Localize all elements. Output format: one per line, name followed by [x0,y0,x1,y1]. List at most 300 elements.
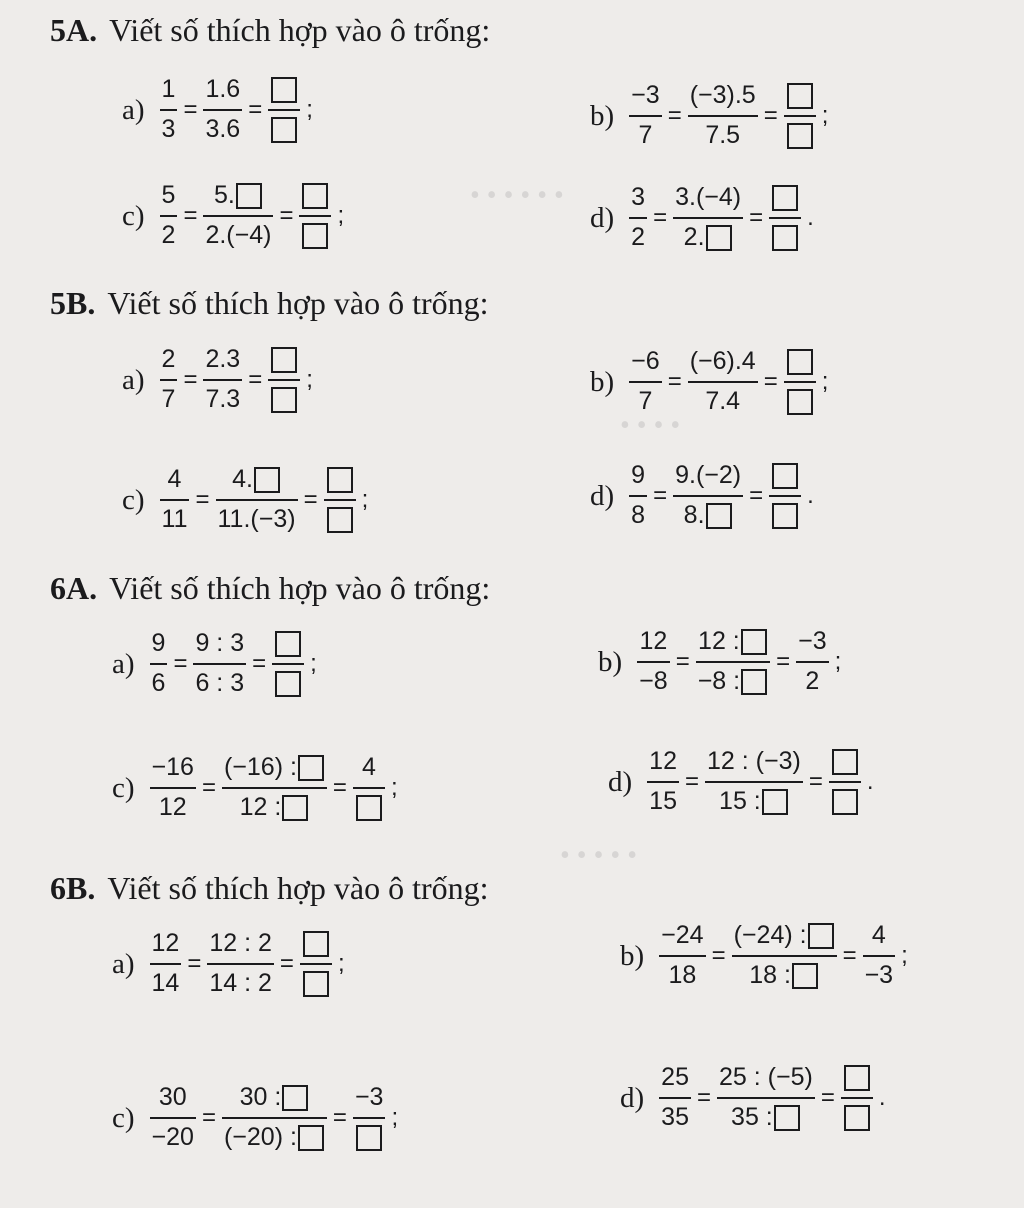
fraction-bar [216,499,298,501]
fraction-bar [160,499,190,501]
fraction-bar [784,115,816,117]
fraction-bar [203,109,242,111]
fraction [644,746,682,818]
math-text: 25 [661,1063,689,1092]
fraction [685,80,761,152]
fraction-bar [222,787,327,789]
blank-answer-box [303,931,329,957]
fraction [626,460,650,532]
blank-answer-box [774,1105,800,1131]
fraction [321,464,359,536]
fraction-bar [717,1097,815,1099]
end-punctuation: . [866,768,874,795]
bleed-through-text: • • • • [620,410,681,441]
numerator [732,920,837,952]
math-text: 12 [649,747,677,776]
fraction [157,464,193,536]
numerator [222,752,327,784]
section-instruction: Viết số thích hợp vào ô trống: [109,570,491,606]
denominator [150,668,168,700]
blank-answer-box [282,1085,308,1111]
problem-5b-b [590,346,828,418]
numerator [841,1062,873,1094]
fraction-bar [705,781,803,783]
fraction-bar [647,781,679,783]
math-text: −3 [354,1083,384,1112]
fraction-bar [696,661,770,663]
fraction [781,80,819,152]
problem-label: a) [112,947,135,980]
equals-sign: = [183,202,198,229]
fraction [213,464,301,536]
numerator [784,346,816,378]
blank-answer-box [275,631,301,657]
fraction [714,1062,818,1134]
math-text: 6 : 3 [195,669,245,698]
math-text: 2 [805,667,820,696]
numerator [300,928,332,960]
math-text: 3.(−4) [675,183,742,212]
equals-sign: = [808,768,823,795]
fraction [190,628,249,700]
equals-sign: = [248,96,263,123]
fraction-bar [784,381,816,383]
section-instruction: Viết số thích hợp vào ô trống: [107,285,489,321]
fraction-bar [299,215,331,217]
equals-sign: = [252,650,267,677]
fraction-bar [160,215,178,217]
numerator [150,928,182,960]
math-text: 12 : [239,793,282,822]
fraction-bar [673,495,743,497]
equals-sign: = [684,768,699,795]
numerator [160,74,178,106]
blank-answer-box [787,83,813,109]
numerator [659,1062,691,1094]
fraction [656,1062,694,1134]
fraction [157,344,181,416]
section-number: 6A. [50,570,98,606]
problem-6b-a [112,928,345,1000]
numerator [353,1082,386,1114]
numerator [150,628,168,660]
blank-answer-box [298,755,324,781]
problem-5a-a [122,74,313,146]
end-punctuation: ; [306,96,313,123]
equals-sign: = [763,368,778,395]
fraction [157,180,181,252]
denominator [803,666,821,698]
equals-sign: = [195,486,210,513]
math-text: 11 [161,505,188,534]
numerator [629,460,647,492]
blank-answer-box [298,1125,324,1151]
fraction-bar [769,495,801,497]
problem-6b-c [112,1082,398,1154]
blank-answer-box [772,225,798,251]
problem-label: d) [608,765,633,798]
fraction-bar [193,663,246,665]
numerator [360,752,378,784]
fraction-bar [160,379,178,381]
denominator [666,960,698,992]
problem-5b-c [122,464,368,536]
fraction [626,346,665,418]
numerator [160,344,178,376]
fraction-bar [150,663,168,665]
equals-sign: = [201,774,216,801]
fraction-bar [629,115,662,117]
numerator [629,80,662,112]
equals-sign: = [667,102,682,129]
section-5a-title [50,12,490,49]
blank-answer-box [254,467,280,493]
fraction [693,626,773,698]
denominator [268,114,300,146]
math-text: 7 [638,387,653,416]
fraction-bar [659,955,705,957]
math-text: −6 [631,347,660,376]
equals-sign: = [763,102,778,129]
fraction-bar [629,495,647,497]
fraction-bar [268,379,300,381]
denominator [160,114,178,146]
fraction-bar [203,215,273,217]
denominator [636,386,654,418]
fraction [147,628,171,700]
math-text: −24 [661,921,704,950]
fraction [265,344,303,416]
denominator [160,384,178,416]
end-punctuation: ; [821,102,829,129]
problem-label: a) [112,647,135,680]
denominator [636,120,654,152]
denominator [272,668,304,700]
denominator [203,220,273,252]
math-text: 30 [158,1083,187,1112]
numerator [638,626,670,658]
numerator [230,464,283,496]
equals-sign: = [279,950,294,977]
fraction [219,752,330,824]
math-text: 8. [683,501,705,530]
fraction-bar [688,381,758,383]
fraction-bar [769,217,801,219]
math-text: 5 [161,181,176,210]
section-instruction: Viết số thích hợp vào ô trống: [109,12,491,48]
fraction [670,460,746,532]
denominator [193,668,246,700]
problem-label: d) [590,201,615,234]
denominator [841,1102,873,1134]
fraction [269,628,307,700]
fraction [219,1082,330,1154]
equals-sign: = [332,1104,347,1131]
numerator [696,626,770,658]
blank-answer-box [772,185,798,211]
denominator [207,968,274,1000]
denominator [747,960,821,992]
fraction-bar [629,217,647,219]
section-number: 5B. [50,285,96,321]
numerator [166,464,184,496]
blank-answer-box [236,183,262,209]
blank-answer-box [302,183,328,209]
fraction-bar [688,115,758,117]
fraction [204,928,277,1000]
fraction-bar [150,787,196,789]
numerator [193,628,246,660]
math-text: 12 [151,929,180,958]
fraction [157,74,181,146]
problem-label: c) [122,199,145,232]
equals-sign: = [653,482,668,509]
denominator [353,792,385,824]
equals-sign: = [675,648,690,675]
math-text: 18 : [749,961,791,990]
numerator [769,182,801,214]
fraction [147,928,185,1000]
numerator [238,1082,312,1114]
problem-label: b) [598,645,623,678]
math-text: 9 [631,461,646,490]
denominator [703,120,742,152]
numerator [688,80,758,112]
equals-sign: = [332,774,347,801]
end-punctuation: ; [390,774,398,801]
end-punctuation: ; [310,650,317,677]
fraction [656,920,708,992]
blank-answer-box [762,789,788,815]
denominator [703,386,742,418]
fraction [296,180,334,252]
blank-answer-box [844,1065,870,1091]
end-punctuation: ; [306,366,313,393]
fraction [826,746,864,818]
numerator [647,746,679,778]
denominator [729,1102,803,1134]
fraction [200,344,245,416]
blank-answer-box [327,507,353,533]
math-text: 14 : 2 [209,969,272,998]
math-text: 11.(−3) [217,505,296,534]
end-punctuation: ; [337,950,345,977]
problem-5a-c [122,180,344,252]
blank-answer-box [772,463,798,489]
math-text: 3.6 [205,115,241,144]
math-text: 12 [158,793,187,822]
math-text: 15 [649,787,677,816]
end-punctuation: . [807,204,814,231]
blank-answer-box [706,225,732,251]
denominator [682,500,735,532]
equals-sign: = [820,1084,835,1111]
equals-sign: = [749,204,764,231]
math-text: (−3).5 [689,81,756,110]
problem-label: c) [112,771,135,804]
denominator [150,1122,196,1154]
math-text: 12 : [698,627,740,656]
section-6b-title [50,870,489,907]
math-text: 9 [151,629,166,658]
fraction [200,180,276,252]
end-punctuation: ; [901,942,908,969]
numerator [207,928,274,960]
equals-sign: = [201,1104,216,1131]
fraction [350,752,388,824]
blank-answer-box [706,503,732,529]
problem-label: b) [590,99,615,132]
fraction [626,80,665,152]
math-text: 2 [161,221,176,250]
section-instruction: Viết số thích hợp vào ô trống: [107,870,489,906]
fraction-bar [150,1117,196,1119]
fraction [685,346,761,418]
math-text: 2. [683,223,705,252]
section-number: 5A. [50,12,98,48]
equals-sign: = [667,368,682,395]
problem-5b-a [122,344,313,416]
math-text: 35 [661,1103,689,1132]
fraction [265,74,303,146]
denominator [160,504,190,536]
blank-answer-box [772,503,798,529]
problem-6b-d [620,1062,886,1134]
problem-5b-d [590,460,814,532]
math-text: −3 [631,81,660,110]
equals-sign: = [749,482,764,509]
fraction-bar [659,1097,691,1099]
problem-label: a) [122,93,145,126]
denominator [216,504,298,536]
problem-label: b) [620,939,645,972]
math-text: 4 [361,753,376,782]
math-text: 2 [161,345,176,374]
numerator [324,464,356,496]
math-text: 30 : [239,1083,282,1112]
numerator [673,182,743,214]
fraction-bar [673,217,743,219]
blank-answer-box [832,749,858,775]
math-text: 18 [668,961,697,990]
numerator [796,626,829,658]
numerator [203,74,242,106]
math-text: −20 [151,1123,194,1152]
blank-answer-box [275,671,301,697]
bleed-through-text: • • • • • [560,840,638,871]
fraction-bar [324,499,356,501]
equals-sign: = [842,942,857,969]
math-text: −8 [639,667,668,696]
math-text: 2 [631,223,646,252]
end-punctuation: ; [834,648,842,675]
fraction [838,1062,876,1134]
fraction-bar [160,109,178,111]
blank-answer-box [787,389,813,415]
fraction-bar [629,381,662,383]
numerator [629,346,662,378]
fraction-bar [353,1117,386,1119]
blank-answer-box [808,923,834,949]
fraction-bar [222,1117,327,1119]
problem-6a-a [112,628,317,700]
denominator [784,386,816,418]
blank-answer-box [302,223,328,249]
numerator [769,460,801,492]
bleed-through-text: • • • • • • [470,180,564,211]
denominator [629,500,647,532]
denominator [784,120,816,152]
fraction-bar [300,963,332,965]
denominator [353,1122,385,1154]
denominator [769,500,801,532]
denominator [829,786,861,818]
blank-answer-box [844,1105,870,1131]
blank-answer-box [356,1125,382,1151]
numerator [272,628,304,660]
fraction [634,626,673,698]
numerator [717,1062,815,1094]
math-text: −8 : [697,667,741,696]
blank-answer-box [832,789,858,815]
math-text: 7.4 [705,387,741,416]
math-text: 8 [631,501,646,530]
fraction [147,1082,199,1154]
math-text: 4 [871,921,886,950]
fraction [350,1082,389,1154]
fraction-bar [203,379,242,381]
math-text: 2.(−4) [205,221,272,250]
problem-label: b) [590,365,615,398]
fraction-bar [353,787,385,789]
math-text: 1.6 [205,75,241,104]
numerator [659,920,705,952]
blank-answer-box [271,77,297,103]
denominator [696,666,770,698]
math-text: (−20) : [223,1123,297,1152]
math-text: 12 [639,627,668,656]
denominator [222,1122,327,1154]
math-text: 12 : (−3) [707,747,801,776]
fraction-bar [732,955,837,957]
math-text: 9 : 3 [195,629,245,658]
end-punctuation: ; [821,368,829,395]
math-text: 2.3 [205,345,241,374]
problem-label: d) [620,1081,645,1114]
denominator [863,960,896,992]
denominator [717,786,791,818]
section-6a-title [50,570,490,607]
denominator [160,220,178,252]
math-text: 7 [638,121,653,150]
fraction [670,182,746,254]
fraction [200,74,245,146]
denominator [682,222,735,254]
math-text: 15 : [719,787,761,816]
equals-sign: = [183,96,198,123]
math-text: 7.5 [705,121,741,150]
math-text: 12 : 2 [209,929,272,958]
denominator [324,504,356,536]
equals-sign: = [776,648,791,675]
math-text: −16 [151,753,194,782]
numerator [268,74,300,106]
denominator [150,968,182,1000]
equals-sign: = [173,650,188,677]
section-number: 6B. [50,870,96,906]
problem-label: c) [112,1101,135,1134]
problem-label: c) [122,483,145,516]
